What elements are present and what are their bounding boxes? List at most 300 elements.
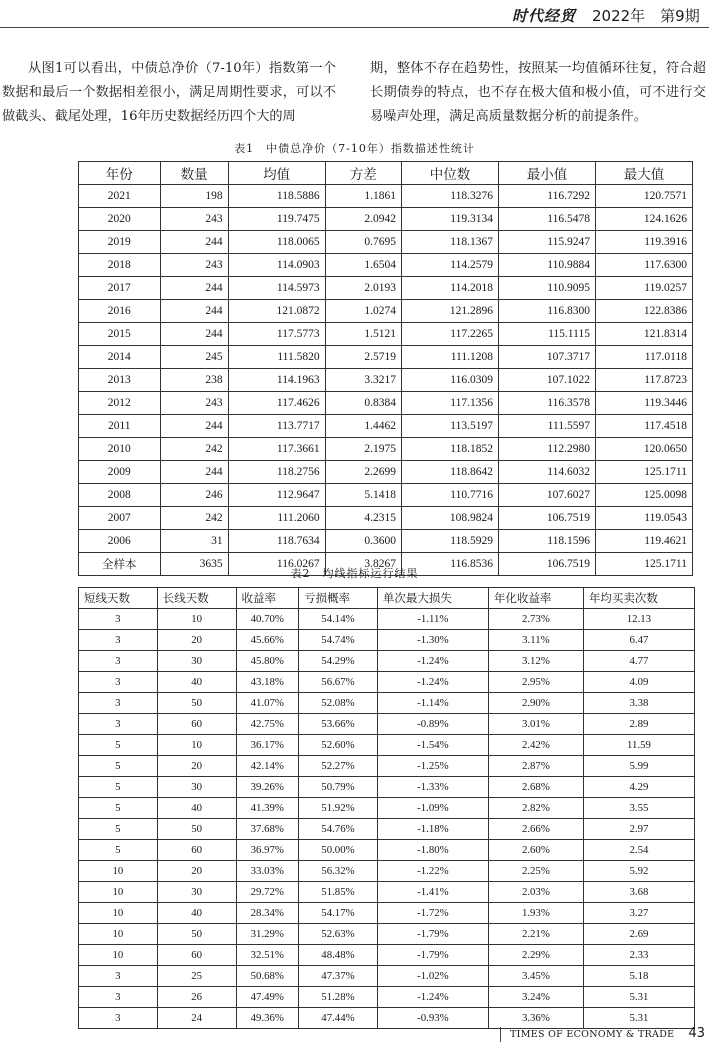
table1-cell: 121.2896 <box>401 300 498 323</box>
table2-ma-results <box>78 587 695 1029</box>
table1-cell: 116.8300 <box>498 300 595 323</box>
table1-row <box>79 323 693 346</box>
table2-cell: 2.68% <box>488 777 583 798</box>
table1-cell: 117.4626 <box>228 392 325 415</box>
table2-cell: -0.93% <box>377 1008 488 1029</box>
table2-cell: 2.90% <box>488 693 583 714</box>
table1-cell: 124.1626 <box>595 208 692 231</box>
table1-cell: 118.5929 <box>401 530 498 553</box>
table1-cell: 2.0942 <box>325 208 401 231</box>
table1-cell: 2012 <box>79 392 161 415</box>
table2-cell: 4.29 <box>583 777 694 798</box>
table1-cell: 2020 <box>79 208 161 231</box>
table2-cell: 3 <box>79 693 158 714</box>
table1-cell: 106.7519 <box>498 507 595 530</box>
table1-cell: 244 <box>160 323 228 346</box>
table1-cell: 1.6504 <box>325 254 401 277</box>
table1-cell: 117.0118 <box>595 346 692 369</box>
table1-cell: 244 <box>160 231 228 254</box>
table1-cell: 119.4621 <box>595 530 692 553</box>
footer-divider <box>500 1027 501 1042</box>
table1-cell: 2.1975 <box>325 438 401 461</box>
table2-header-row <box>79 588 695 609</box>
table1-cell: 113.5197 <box>401 415 498 438</box>
table1-cell: 2.0193 <box>325 277 401 300</box>
table2-cell: 51.92% <box>299 798 378 819</box>
table1-cell: 119.0257 <box>595 277 692 300</box>
table2-cell: 54.74% <box>299 630 378 651</box>
table2-cell: 20 <box>157 756 236 777</box>
table1-cell: 119.0543 <box>595 507 692 530</box>
table2-row <box>79 630 695 651</box>
table2-cell: 1.93% <box>488 903 583 924</box>
table2-cell: 2.60% <box>488 840 583 861</box>
table1-cell: 117.4518 <box>595 415 692 438</box>
issue-label: 2022年 第9期 <box>592 7 700 25</box>
table2-cell: -1.24% <box>377 651 488 672</box>
table2-cell: 39.26% <box>236 777 299 798</box>
table2-cell: 5.31 <box>583 1008 694 1029</box>
table1-cell: 118.5886 <box>228 185 325 208</box>
table2-cell: 10 <box>157 609 236 630</box>
table1-row <box>79 484 693 507</box>
table1-cell: 2.2699 <box>325 461 401 484</box>
table1-cell: 118.8642 <box>401 461 498 484</box>
table1-cell: 2018 <box>79 254 161 277</box>
table1-row <box>79 369 693 392</box>
table2-cell: 50 <box>157 924 236 945</box>
table1-cell: 2006 <box>79 530 161 553</box>
table1-cell: 114.6032 <box>498 461 595 484</box>
table2-cell: 36.17% <box>236 735 299 756</box>
table2-row <box>79 735 695 756</box>
table1-cell: 2007 <box>79 507 161 530</box>
table1-cell: 114.5973 <box>228 277 325 300</box>
table2-cell: 3 <box>79 987 158 1008</box>
table1-cell: 117.2265 <box>401 323 498 346</box>
table2-cell: 12.13 <box>583 609 694 630</box>
table2-cell: 3 <box>79 630 158 651</box>
table2-cell: 3 <box>79 714 158 735</box>
table1-cell: 111.5820 <box>228 346 325 369</box>
table2-cell: -1.18% <box>377 819 488 840</box>
table2-cell: 60 <box>157 714 236 735</box>
table2-cell: 40 <box>157 798 236 819</box>
table2-cell: -1.79% <box>377 945 488 966</box>
table2-cell: 5.31 <box>583 987 694 1008</box>
table1-cell: 111.5597 <box>498 415 595 438</box>
table2-cell: 5 <box>79 777 158 798</box>
table2-cell: 30 <box>157 882 236 903</box>
table1-row <box>79 392 693 415</box>
table1-cell: 118.3276 <box>401 185 498 208</box>
table2-row <box>79 861 695 882</box>
table1-cell: 121.0872 <box>228 300 325 323</box>
table1-cell: 110.7716 <box>401 484 498 507</box>
table1-cell: 111.2060 <box>228 507 325 530</box>
table2-cell: -1.24% <box>377 987 488 1008</box>
table1-cell: 118.2756 <box>228 461 325 484</box>
table1-cell: 115.9247 <box>498 231 595 254</box>
table2-cell: 5 <box>79 819 158 840</box>
table1-cell: 5.1418 <box>325 484 401 507</box>
table1-cell: 244 <box>160 461 228 484</box>
table2-cell: 3.12% <box>488 651 583 672</box>
table1-col-header: 方差 <box>325 162 401 185</box>
table2-row <box>79 609 695 630</box>
table1-cell: 246 <box>160 484 228 507</box>
table2-cell: 10 <box>157 735 236 756</box>
table2-cell: 3 <box>79 672 158 693</box>
table1-row <box>79 507 693 530</box>
table1-cell: 116.7292 <box>498 185 595 208</box>
table2-cell: 3.36% <box>488 1008 583 1029</box>
table2-cell: 29.72% <box>236 882 299 903</box>
table2-cell: 3.01% <box>488 714 583 735</box>
table1-cell: 117.6300 <box>595 254 692 277</box>
table1-cell: 107.1022 <box>498 369 595 392</box>
table2-cell: -1.79% <box>377 924 488 945</box>
table2-cell: 2.73% <box>488 609 583 630</box>
table2-cell: 2.87% <box>488 756 583 777</box>
table1-cell: 244 <box>160 415 228 438</box>
table2-row <box>79 840 695 861</box>
table1-cell: 118.1852 <box>401 438 498 461</box>
table1-cell: 2008 <box>79 484 161 507</box>
table2-cell: 54.29% <box>299 651 378 672</box>
table2-cell: 2.29% <box>488 945 583 966</box>
table2-cell: 52.27% <box>299 756 378 777</box>
table1-cell: 120.7571 <box>595 185 692 208</box>
page-footer <box>500 1027 705 1041</box>
table1-cell: 117.1356 <box>401 392 498 415</box>
table1-cell: 198 <box>160 185 228 208</box>
table1-row <box>79 530 693 553</box>
table2-cell: 52.63% <box>299 924 378 945</box>
table1-cell: 1.5121 <box>325 323 401 346</box>
table2-cell: 43.18% <box>236 672 299 693</box>
table2-cell: -1.25% <box>377 756 488 777</box>
table2-cell: 36.97% <box>236 840 299 861</box>
table1-col-header: 均值 <box>228 162 325 185</box>
table1-cell: 3.8267 <box>325 553 401 576</box>
table2-cell: 52.08% <box>299 693 378 714</box>
table1-col-header: 数量 <box>160 162 228 185</box>
table2-row <box>79 903 695 924</box>
table2-cell: 4.77 <box>583 651 694 672</box>
table1-cell: 117.3661 <box>228 438 325 461</box>
table2-row <box>79 987 695 1008</box>
table1-cell: 2021 <box>79 185 161 208</box>
table1-cell: 118.7634 <box>228 530 325 553</box>
table1-row <box>79 461 693 484</box>
table2-cell: 51.85% <box>299 882 378 903</box>
table1-cell: 2013 <box>79 369 161 392</box>
table1-cell: 122.8386 <box>595 300 692 323</box>
table2-row <box>79 777 695 798</box>
table2-cell: 30 <box>157 651 236 672</box>
table2-cell: -1.09% <box>377 798 488 819</box>
footer-brand: TIMES OF ECONOMY & TRADE <box>510 1029 675 1040</box>
table1-cell: 121.8314 <box>595 323 692 346</box>
table2-cell: 50.00% <box>299 840 378 861</box>
table2-cell: -1.22% <box>377 861 488 882</box>
table2-row <box>79 756 695 777</box>
table2-cell: 3 <box>79 1008 158 1029</box>
table1-col-header: 中位数 <box>401 162 498 185</box>
table2-cell: 47.44% <box>299 1008 378 1029</box>
table2-cell: 5 <box>79 756 158 777</box>
table2-cell: 2.69 <box>583 924 694 945</box>
page-header <box>0 0 709 30</box>
table1-row <box>79 438 693 461</box>
table1-cell: 2019 <box>79 231 161 254</box>
table1-cell: 125.1711 <box>595 461 692 484</box>
table2-cell: 48.48% <box>299 945 378 966</box>
table1-cell: 115.1115 <box>498 323 595 346</box>
table1-cell: 114.2579 <box>401 254 498 277</box>
table1-cell: 119.3134 <box>401 208 498 231</box>
table2-row <box>79 819 695 840</box>
table1-cell: 1.1861 <box>325 185 401 208</box>
table2-cell: 2.03% <box>488 882 583 903</box>
table2-cell: 3.11% <box>488 630 583 651</box>
table2-row <box>79 1008 695 1029</box>
table2-cell: 54.76% <box>299 819 378 840</box>
table1-row <box>79 254 693 277</box>
table1-cell: 1.4462 <box>325 415 401 438</box>
table2-cell: 11.59 <box>583 735 694 756</box>
table1-cell: 106.7519 <box>498 553 595 576</box>
table1-cell: 117.5773 <box>228 323 325 346</box>
table1-cell: 0.7695 <box>325 231 401 254</box>
table2-cell: 2.21% <box>488 924 583 945</box>
body-paragraph-left: 从图1可以看出，中债总净价（7-10年）指数第一个数据和最后一个数据相差很小，满足周期性要求，可以不做截头、截尾处理，16年历史数据经历四个大的周 <box>2 61 336 124</box>
table2-cell: 45.66% <box>236 630 299 651</box>
page-number: 43 <box>688 1026 705 1041</box>
table1-cell: 3635 <box>160 553 228 576</box>
table1-cell: 2010 <box>79 438 161 461</box>
table2-row <box>79 672 695 693</box>
table1-cell: 118.1367 <box>401 231 498 254</box>
table2-cell: 5.99 <box>583 756 694 777</box>
table1-cell: 2015 <box>79 323 161 346</box>
table1-cell: 110.9884 <box>498 254 595 277</box>
table2-cell: 53.66% <box>299 714 378 735</box>
table1-descriptive-statistics <box>78 161 693 576</box>
table2-cell: -1.54% <box>377 735 488 756</box>
table1-cell: 110.9095 <box>498 277 595 300</box>
journal-name: 时代经贸 <box>512 7 577 25</box>
table2-cell: 40.70% <box>236 609 299 630</box>
table1-cell: 116.8536 <box>401 553 498 576</box>
table2-cell: 47.37% <box>299 966 378 987</box>
table1-cell: 117.8723 <box>595 369 692 392</box>
table1-cell: 2014 <box>79 346 161 369</box>
table2-cell: 32.51% <box>236 945 299 966</box>
table1-row <box>79 300 693 323</box>
table2-cell: 2.95% <box>488 672 583 693</box>
table2-cell: 49.36% <box>236 1008 299 1029</box>
table2-cell: 4.09 <box>583 672 694 693</box>
table2-row <box>79 798 695 819</box>
table2-cell: 5.92 <box>583 861 694 882</box>
table2-col-header: 亏损概率 <box>299 588 378 609</box>
table1-cell: 245 <box>160 346 228 369</box>
table2-cell: 42.14% <box>236 756 299 777</box>
table2-cell: 52.60% <box>299 735 378 756</box>
table1-cell: 118.1596 <box>498 530 595 553</box>
table2-col-header: 年化收益率 <box>488 588 583 609</box>
table1-cell: 243 <box>160 392 228 415</box>
table1-col-header: 最大值 <box>595 162 692 185</box>
table2-cell: 2.42% <box>488 735 583 756</box>
table1-cell: 2.5719 <box>325 346 401 369</box>
table1-cell: 107.3717 <box>498 346 595 369</box>
table2-cell: 3.38 <box>583 693 694 714</box>
table2-cell: 10 <box>79 882 158 903</box>
table1-row <box>79 277 693 300</box>
table1-cell: 119.7475 <box>228 208 325 231</box>
table2-cell: -1.24% <box>377 672 488 693</box>
table2-cell: 50 <box>157 819 236 840</box>
table2-cell: 20 <box>157 861 236 882</box>
table2-cell: 3.27 <box>583 903 694 924</box>
table1-col-header: 最小值 <box>498 162 595 185</box>
table2-cell: 10 <box>79 924 158 945</box>
table1-cell: 3.3217 <box>325 369 401 392</box>
table1-cell: 0.8384 <box>325 392 401 415</box>
table1-cell: 242 <box>160 507 228 530</box>
table1-cell: 2016 <box>79 300 161 323</box>
table1-cell: 111.1208 <box>401 346 498 369</box>
header-rule <box>0 27 709 28</box>
table2-cell: 60 <box>157 945 236 966</box>
table2-cell: 42.75% <box>236 714 299 735</box>
table2-cell: 5 <box>79 840 158 861</box>
table2-cell: 2.33 <box>583 945 694 966</box>
table1-cell: 2011 <box>79 415 161 438</box>
table1-cell: 107.6027 <box>498 484 595 507</box>
table2-cell: 41.07% <box>236 693 299 714</box>
table1-cell: 108.9824 <box>401 507 498 530</box>
table2-cell: -1.14% <box>377 693 488 714</box>
table2-cell: 56.67% <box>299 672 378 693</box>
table2-cell: 10 <box>79 861 158 882</box>
table2-cell: 2.82% <box>488 798 583 819</box>
table1-cell: 243 <box>160 254 228 277</box>
table2-cell: 54.14% <box>299 609 378 630</box>
table1-cell: 114.2018 <box>401 277 498 300</box>
table2-cell: 60 <box>157 840 236 861</box>
table1-cell: 243 <box>160 208 228 231</box>
table1-row <box>79 231 693 254</box>
table2-col-header: 短线天数 <box>79 588 158 609</box>
table1-row <box>79 185 693 208</box>
table2-cell: -1.02% <box>377 966 488 987</box>
table2-cell: -1.30% <box>377 630 488 651</box>
table1-cell: 113.7717 <box>228 415 325 438</box>
table2-cell: 2.89 <box>583 714 694 735</box>
table2-cell: 40 <box>157 672 236 693</box>
table2-cell: 20 <box>157 630 236 651</box>
table1-cell: 4.2315 <box>325 507 401 530</box>
table2-row <box>79 945 695 966</box>
table1-cell: 119.3446 <box>595 392 692 415</box>
table2-cell: 3 <box>79 651 158 672</box>
table2-cell: 3.55 <box>583 798 694 819</box>
table2-cell: 30 <box>157 777 236 798</box>
table1-cell: 0.3600 <box>325 530 401 553</box>
table2-cell: 50 <box>157 693 236 714</box>
body-paragraph-right: 期，整体不存在趋势性，按照某一均值循环往复，符合超长期债券的特点，也不存在极大值和极小值，可不进行交易噪声处理，满足高质量数据分析的前提条件。 <box>370 61 706 124</box>
table2-cell: -0.89% <box>377 714 488 735</box>
table2-row <box>79 714 695 735</box>
table2-cell: -1.33% <box>377 777 488 798</box>
table1-cell: 112.2980 <box>498 438 595 461</box>
table1-cell: 116.0309 <box>401 369 498 392</box>
table2-cell: 51.28% <box>299 987 378 1008</box>
table2-cell: 2.66% <box>488 819 583 840</box>
table1-cell: 242 <box>160 438 228 461</box>
table2-cell: 2.25% <box>488 861 583 882</box>
table2-cell: 5.18 <box>583 966 694 987</box>
table2-cell: -1.72% <box>377 903 488 924</box>
table2-caption: 表2 均线指标运行结果 <box>290 567 419 580</box>
table2-cell: 50.68% <box>236 966 299 987</box>
table1-cell: 1.0274 <box>325 300 401 323</box>
table2-cell: 6.47 <box>583 630 694 651</box>
table2-cell: 56.32% <box>299 861 378 882</box>
table2-row <box>79 651 695 672</box>
table2-cell: 3.45% <box>488 966 583 987</box>
table1-cell: 118.0065 <box>228 231 325 254</box>
table1-cell: 114.0903 <box>228 254 325 277</box>
table2-cell: 3.68 <box>583 882 694 903</box>
table2-cell: 37.68% <box>236 819 299 840</box>
table2-cell: -1.41% <box>377 882 488 903</box>
table2-cell: 31.29% <box>236 924 299 945</box>
table1-cell: 31 <box>160 530 228 553</box>
table2-col-header: 年均买卖次数 <box>583 588 694 609</box>
table1-row <box>79 208 693 231</box>
table2-cell: 10 <box>79 903 158 924</box>
table1-cell: 116.3578 <box>498 392 595 415</box>
table1-cell: 2017 <box>79 277 161 300</box>
table2-row <box>79 966 695 987</box>
table2-cell: 50.79% <box>299 777 378 798</box>
table2-row <box>79 882 695 903</box>
table1-cell: 120.0650 <box>595 438 692 461</box>
table2-cell: 54.17% <box>299 903 378 924</box>
table1-cell: 238 <box>160 369 228 392</box>
table2-cell: 33.03% <box>236 861 299 882</box>
table2-cell: 41.39% <box>236 798 299 819</box>
table1-cell: 112.9647 <box>228 484 325 507</box>
table2-cell: -1.80% <box>377 840 488 861</box>
table2-cell: 10 <box>79 945 158 966</box>
table1-cell: 114.1963 <box>228 369 325 392</box>
table2-cell: 40 <box>157 903 236 924</box>
table1-cell: 244 <box>160 277 228 300</box>
table1-cell: 116.0267 <box>228 553 325 576</box>
table2-cell: 24 <box>157 1008 236 1029</box>
table2-col-header: 长线天数 <box>157 588 236 609</box>
table2-cell: 28.34% <box>236 903 299 924</box>
table1-cell: 2009 <box>79 461 161 484</box>
table1-cell: 119.3916 <box>595 231 692 254</box>
table2-cell: 5 <box>79 798 158 819</box>
